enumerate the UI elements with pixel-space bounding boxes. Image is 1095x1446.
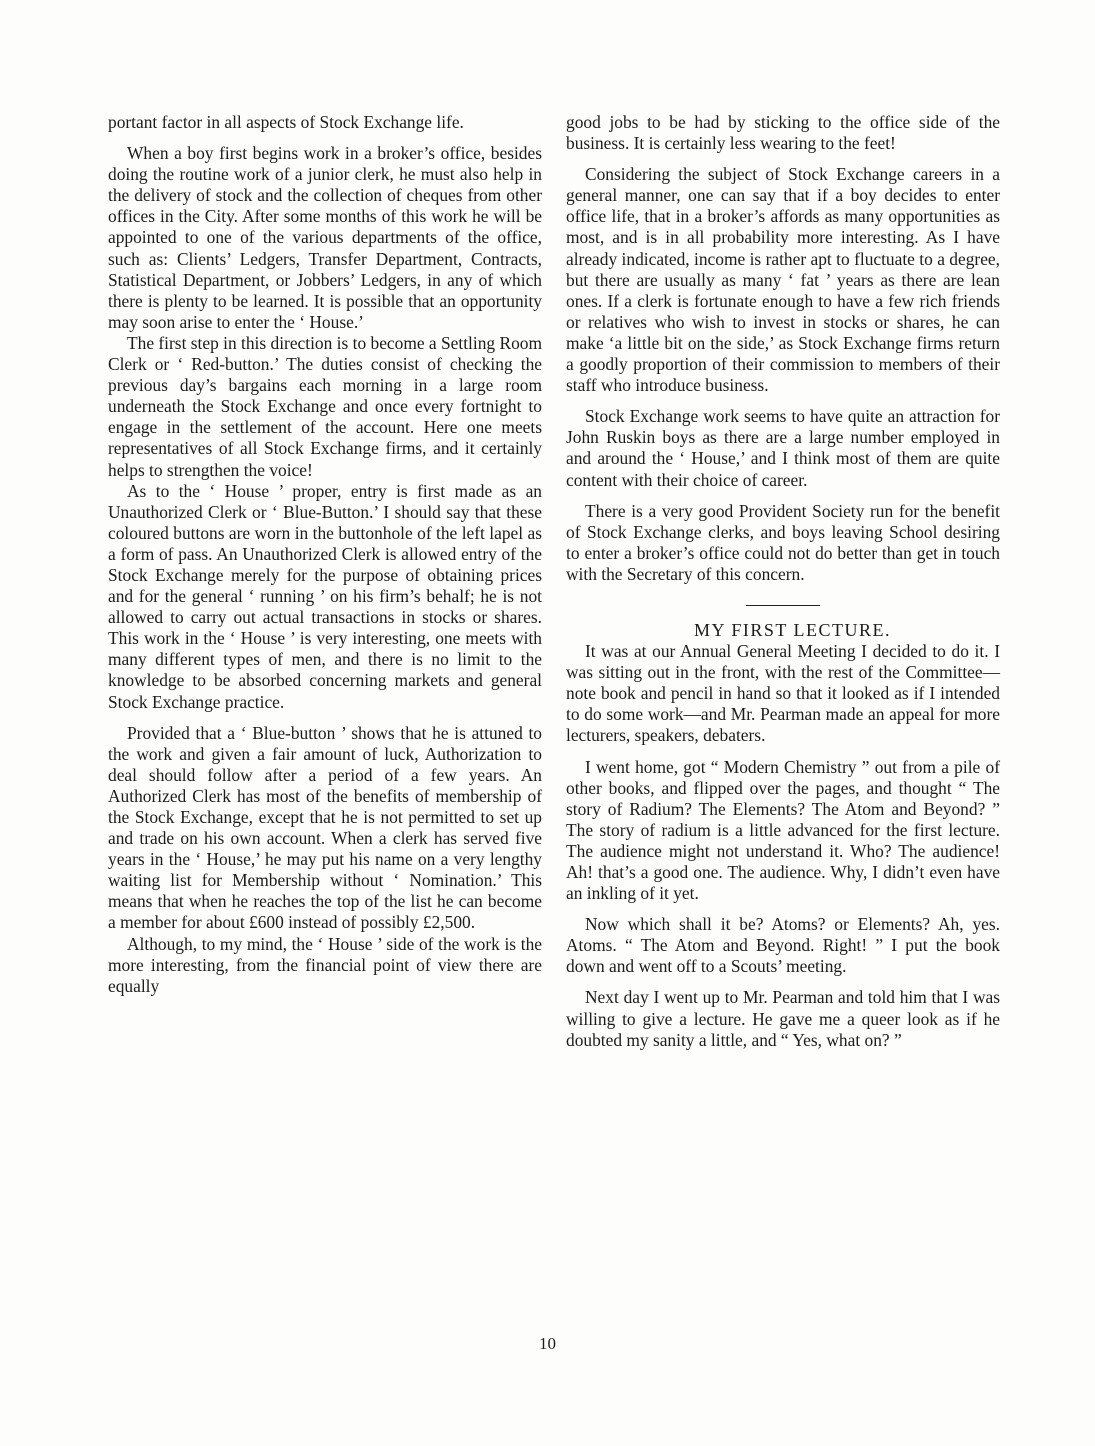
paragraph: Provided that a ‘ Blue-button ’ shows that he is attuned to the work and given a fair amount of luck, Authorization to deal should follow after a period of a few years. An Authorized Clerk has most of the benefits of membership of the Stock Exchange, except that he is not permitted to set up and trade on his own account. When a clerk has served five years in the ‘ House,’ he may put his name on a very lengthy waiting list for Membership without ‘ Nomination.’ This means that when he reaches the top of the list he can become a member for about £600 instead of possibly £2,500. — [108, 722, 542, 933]
left-column — [108, 112, 542, 997]
right-column — [566, 112, 1000, 1051]
paragraph: As to the ‘ House ’ proper, entry is first made as an Unauthorized Clerk or ‘ Blue-Button.’ I should say that these coloured buttons are worn in the buttonhole of the left lapel as a form of pass. An Unauthorized Clerk is allowed entry of the Stock Exchange merely for the purpose of obtaining prices and for the general ‘ running ’ on his firm’s behalf; he is not allowed to carry out actual transactions in stocks or shares. This work in the ‘ House ’ is very interesting, one meets with many different types of men, and there is no limit to the knowledge to be absorbed concerning markets and general Stock Exchange practice. — [108, 480, 542, 712]
section-heading: MY FIRST LECTURE. — [693, 619, 892, 640]
paragraph: good jobs to be had by sticking to the office side of the business. It is certainly less wearing to the feet! — [566, 112, 1000, 154]
page-number: 10 — [539, 1334, 556, 1353]
section-divider — [746, 605, 820, 606]
paragraph: Considering the subject of Stock Exchange careers in a general manner, one can say that if a boy decides to enter office life, that in a broker’s affords as many opportunities as most, and is in all probability more interesting. As I have already indicated, income is rather apt to fluctuate to a degree, but there are usually as many ‘ fat ’ years as there are lean ones. If a clerk is fortunate enough to have a few rich friends or relatives who wish to invest in stocks or shares, he can make ‘a little bit on the side,’ as Stock Exchange firms return a goodly proportion of their commission to members of their staff who introduce business. — [566, 164, 1000, 396]
paragraph: There is a very good Provident Society run for the benefit of Stock Exchange clerks, and boys leaving School desiring to enter a broker’s office could not do better than get in touch with the Secretary of this concern. — [566, 500, 1000, 584]
paragraph: Now which shall it be? Atoms? or Elements? Ah, yes. Atoms. “ The Atom and Beyond. Right! ” I put the book down and went off to a Scouts’ meeting. — [566, 914, 1000, 977]
paragraph: When a boy first begins work in a broker’s office, besides doing the routine work of a junior clerk, he must also help in the delivery of stock and the collection of cheques from other offices in the City. After some months of this work he will be appointed to one of the various departments of the office, such as: Clients’ Ledgers, Transfer Department, Contracts, Statistical Department, or Jobbers’ Ledgers, in any of which there is plenty to be learned. It is possible that an opportunity may soon arise to enter the ‘ House.’ — [108, 143, 542, 332]
paragraph: Stock Exchange work seems to have quite an attraction for John Ruskin boys as there are a large number employed in and around the ‘ House,’ and I think most of them are quite content with their choice of career. — [566, 406, 1000, 490]
paragraph: portant factor in all aspects of Stock Exchange life. — [108, 112, 464, 132]
paragraph: It was at our Annual General Meeting I decided to do it. I was sitting out in the front, with the rest of the Committee—note book and pencil in hand so that it looked as if I intended to do some work—and Mr. Pearman made an appeal for more lecturers, speakers, debaters. — [566, 641, 1000, 746]
paragraph: Although, to my mind, the ‘ House ’ side of the work is the more interesting, from the financial point of view there are equally — [108, 933, 542, 996]
paragraph: The first step in this direction is to become a Settling Room Clerk or ‘ Red-button.’ The duties consist of checking the previous day’s bargains each morning in a large room underneath the Stock Exchange and once every fortnight to engage in the settlement of the account. Here one meets representatives of all Stock Exchange firms, and it certainly helps to strengthen the voice! — [108, 332, 542, 480]
paragraph: Next day I went up to Mr. Pearman and told him that I was willing to give a lecture. He gave me a queer look as if he doubted my sanity a little, and “ Yes, what on? ” — [566, 987, 1000, 1050]
paragraph: I went home, got “ Modern Chemistry ” out from a pile of other books, and flipped over the pages, and thought “ The story of Radium? The Elements? The Atom and Beyond? ” The story of radium is a little advanced for the first lecture. The audience might not understand it. Who? The audience! Ah! that’s a good one. The audience. Why, I didn’t even have an inkling of it yet. — [566, 756, 1000, 904]
